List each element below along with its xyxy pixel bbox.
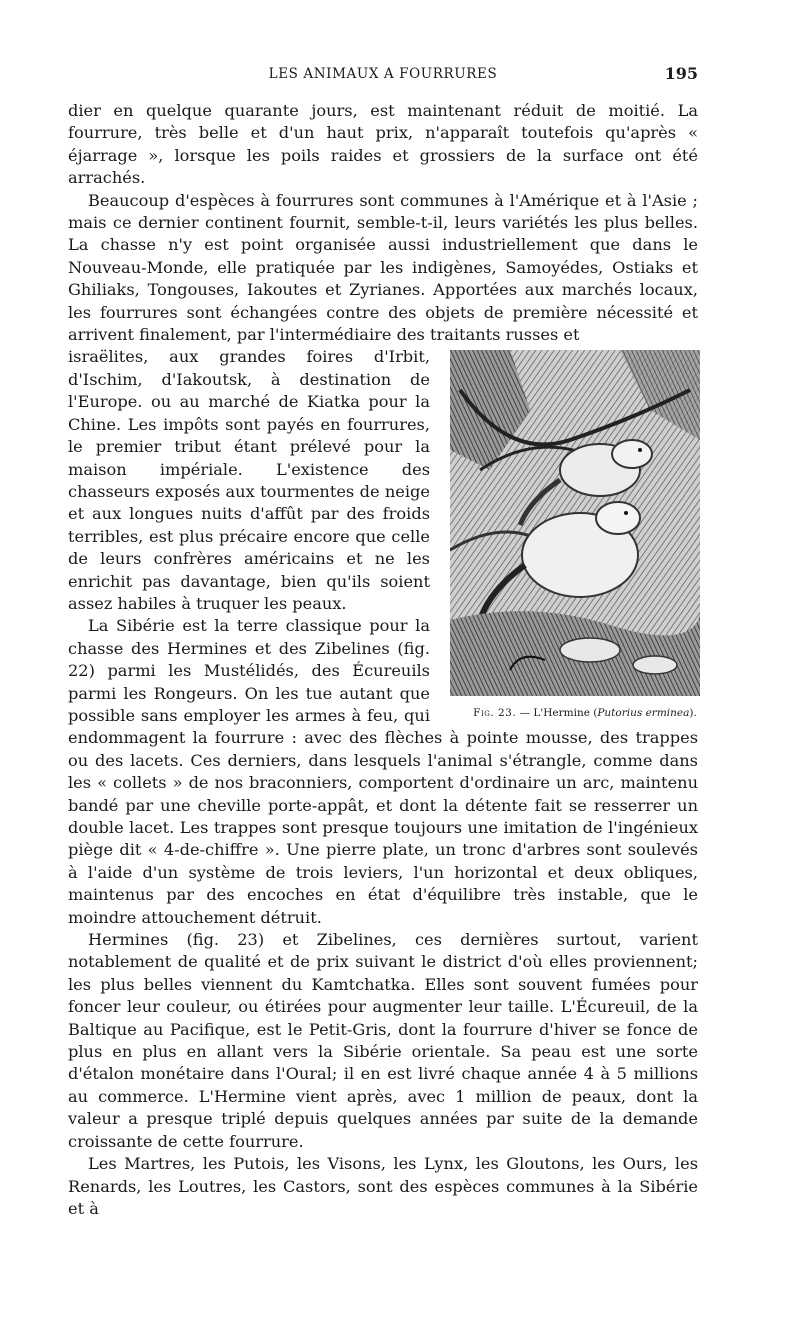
- caption-close: ).: [689, 707, 697, 720]
- paragraph-5: Les Martres, les Putois, les Visons, les Lynx, les Gloutons, les Ours, les Renards, les Loutres, les Castors, sont des espèces communes à la Sibérie et à: [68, 1154, 698, 1218]
- figure-23: [444, 350, 706, 720]
- caption-latin: Putorius erminea: [597, 707, 690, 720]
- page-number: 195: [664, 64, 698, 83]
- running-head: [68, 64, 698, 88]
- body-text: [68, 100, 698, 1220]
- paragraph-2a: Beaucoup d'espèces à fourrures sont communes à l'Amérique et à l'Asie ; mais ce dernier continent fournit, semble-t-il, leurs variétés les plus belles. La chasse n'y est point organisée aussi industriellement que dans le Nouveau-Monde, elle pratiquée par les indigènes, Samoyédes, Ostiaks et Ghiliaks, Tongouses, Iakoutes et Zyrianes. Apportées aux marchés locaux, les fourrures sont échangées contre des objets de première nécessité et arrivent finalement, par l'intermédiaire des traitants russes et: [68, 190, 698, 345]
- paragraph-4: Hermines (fig. 23) et Zibelines, ces dernières surtout, varient notablement de qualité et de prix suivant le district d'où elles proviennent; les plus belles viennent du Kamtchatka. Elles sont souvent fumées pour foncer leur couleur, ou étirées pour augmenter leur taille. L'Écureuil, de la Baltique au Pacifique, est le Petit-Gris, dont la fourrure d'hiver se fonce de plus en plus en allant vers la Sibérie orientale. Sa peau est une sorte d'étalon monétaire dans l'Oural; il en est livré chaque année 4 à 5 millions au commerce. L'Hermine vient après, avec 1 million de peaux, dont la valeur a presque triplé depuis quelques années par suite de la demande croissante de cette fourrure.: [68, 930, 698, 1151]
- paragraph-2b: israëlites, aux grandes foires d'Irbit, d'Ischim, d'Iakoutsk, à destination de l'Europe. ou au marché de Kiatka pour la Chine. Les impôts sont payés en fourrures, le premier tribut étant prélevé pour la maison impériale. L'existence des chasseurs exposés aux tourmentes de neige et aux longues nuits d'affût par des froids terribles, est plus précaire encore que celle de leurs confrères américains et ne les enrichit pas davantage, bien qu'ils soient assez habiles à truquer les peaux.: [68, 347, 430, 613]
- running-title: LES ANIMAUX A FOURRURES: [268, 66, 498, 82]
- ermine-engraving: [450, 350, 700, 696]
- paragraph-1: dier en quelque quarante jours, est maintenant réduit de moitié. La fourrure, très belle et d'un haut prix, n'apparaît toutefois qu'après « éjarrage », lorsque les poils raides et grossiers de la surface ont été arrachés.: [68, 101, 698, 188]
- caption-dash: —: [516, 707, 534, 720]
- figure-caption: [444, 706, 706, 720]
- figure-label: Fig. 23.: [473, 707, 517, 720]
- caption-title: L'Hermine (: [533, 707, 598, 720]
- paragraph-3: La Sibérie est la terre classique pour la chasse des Hermines et des Zibelines (fig. 22) parmi les Mustélidés, des Écureuils parmi les Rongeurs. On les tue autant que possible sans employer les armes à feu, qui endommagent la fourrure : avec des flèches à pointe mousse, des trappes ou des lacets. Ces derniers, dans lesquels l'animal s'étrangle, comme dans les « collets » de nos braconniers, comportent d'ordinaire un arc, maintenu bandé par une cheville porte-appât, et dont la détente fait se resserrer un double lacet. Les trappes sont presque toujours une imitation de l'ingénieux piège dit « 4-de-chiffre ». Une pierre plate, un tronc d'arbres sont soulevés à l'aide d'un système de trois leviers, l'un horizontal et deux obliques, maintenus par des encoches en état d'équilibre très instable, que le moindre attouchement détruit.: [68, 616, 698, 927]
